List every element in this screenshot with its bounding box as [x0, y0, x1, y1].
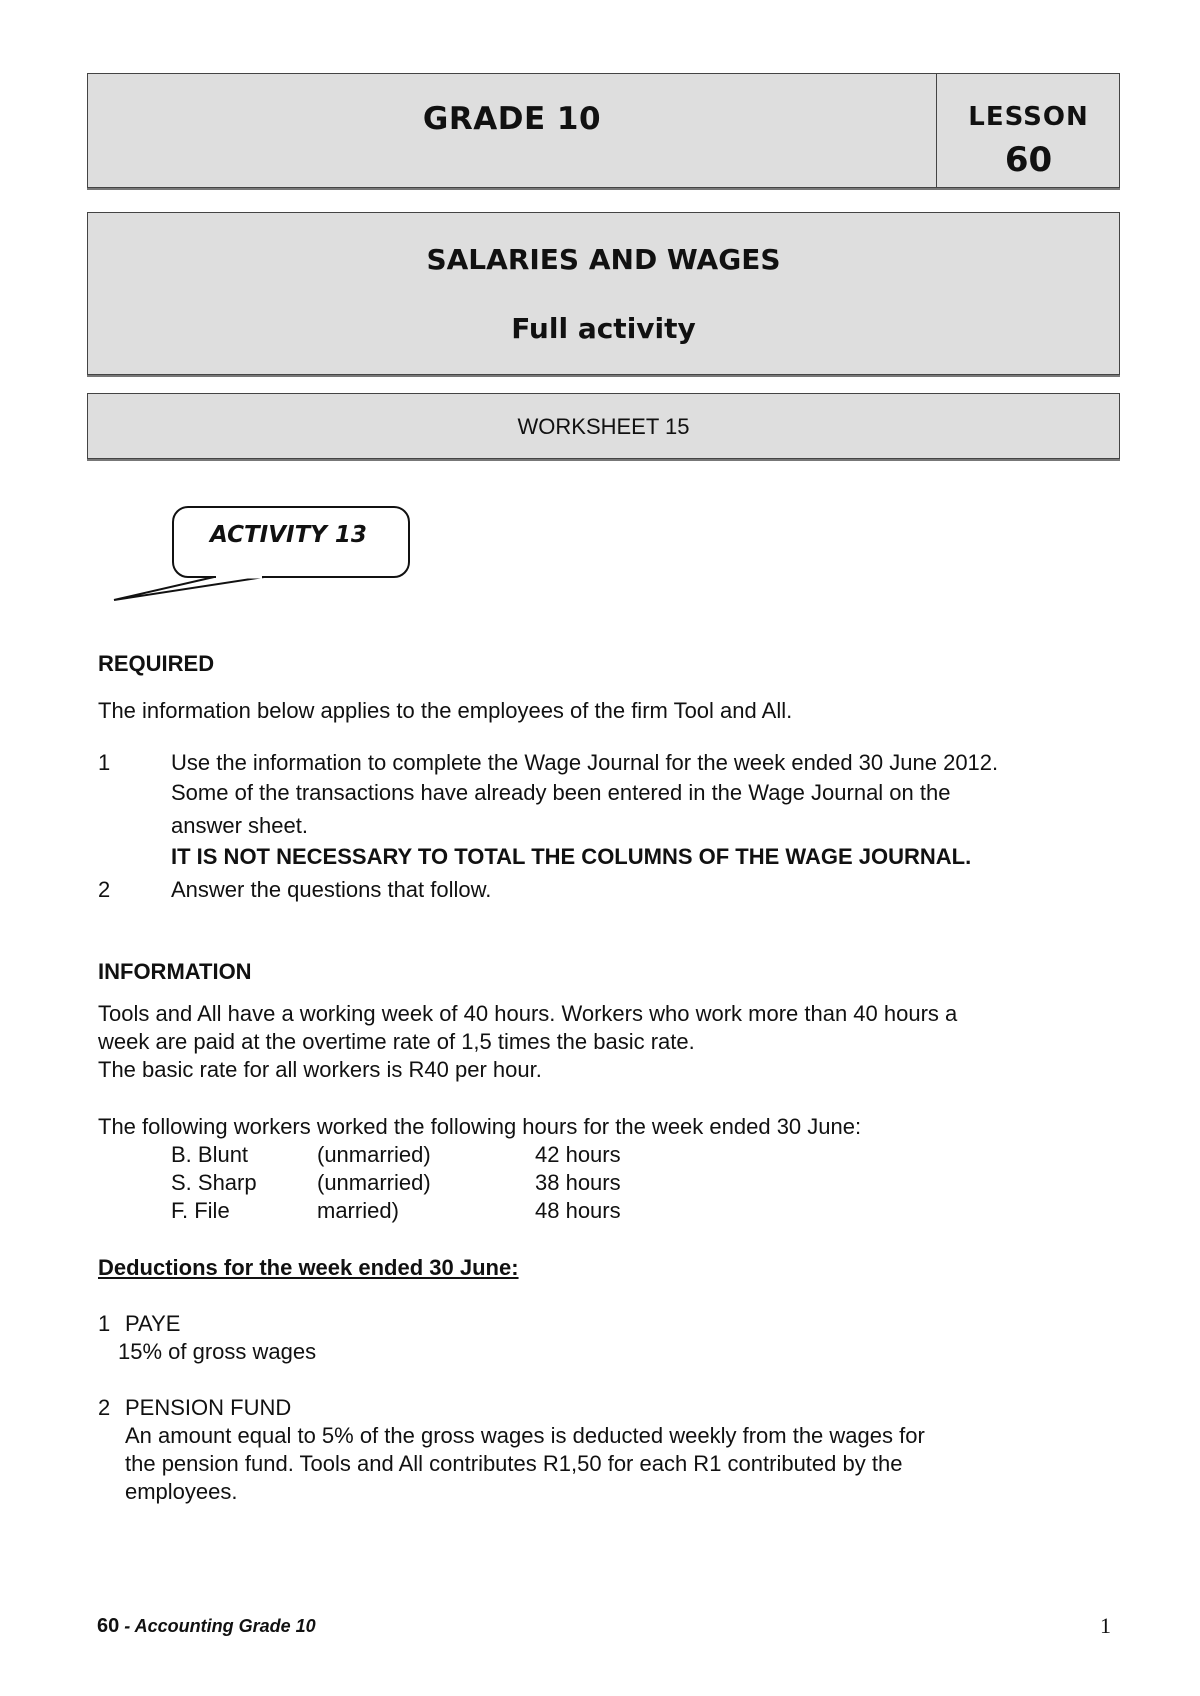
- required-item-line: Answer the questions that follow.: [171, 877, 492, 902]
- deduction-line: employees.: [125, 1479, 238, 1504]
- worker-status: (unmarried): [317, 1170, 431, 1195]
- required-item-number: 2: [98, 877, 111, 902]
- worker-hours: 48 hours: [535, 1198, 621, 1223]
- information-line: Tools and All have a working week of 40 hours. Workers who work more than 40 hours a: [98, 1001, 958, 1026]
- worker-status: (unmarried): [317, 1142, 431, 1167]
- worker-hours: 38 hours: [535, 1170, 621, 1195]
- deduction-line: 15% of gross wages: [118, 1339, 317, 1364]
- required-item-number: 1: [98, 750, 111, 775]
- deduction-number: 1: [98, 1311, 111, 1336]
- page-subtitle: Full activity: [511, 312, 696, 345]
- information-heading: INFORMATION: [98, 959, 252, 984]
- lesson-number: 60: [1004, 140, 1053, 180]
- lesson-label: LESSON: [968, 102, 1089, 132]
- deduction-line: An amount equal to 5% of the gross wages is deducted weekly from the wages for: [125, 1423, 925, 1448]
- worker-name: S. Sharp: [171, 1170, 257, 1195]
- speech-bubble-tail-mask: [100, 560, 320, 610]
- worksheet-label: WORKSHEET 15: [517, 414, 690, 439]
- worksheet-box: [87, 393, 1120, 459]
- deductions-heading: Deductions for the week ended 30 June:: [98, 1255, 519, 1280]
- deduction-line: the pension fund. Tools and All contributes R1,50 for each R1 contributed by the: [125, 1451, 903, 1476]
- deduction-title: PENSION FUND: [125, 1395, 292, 1420]
- header-box: [87, 73, 1120, 188]
- worker-name: B. Blunt: [171, 1142, 249, 1167]
- footer-source-text: - Accounting Grade 10: [119, 1616, 316, 1636]
- page-number: 1: [1100, 1613, 1111, 1638]
- footer-source: [97, 1612, 316, 1640]
- grade-title: GRADE 10: [422, 101, 602, 137]
- workers-intro: The following workers worked the following hours for the week ended 30 June:: [98, 1114, 862, 1139]
- information-line: week are paid at the overtime rate of 1,5 times the basic rate.: [98, 1029, 695, 1054]
- title-box: [87, 212, 1120, 375]
- header-divider: [936, 74, 937, 187]
- information-line: The basic rate for all workers is R40 per hour.: [98, 1057, 542, 1082]
- required-intro: The information below applies to the employees of the firm Tool and All.: [98, 698, 793, 723]
- activity-label: ACTIVITY 13: [210, 522, 367, 548]
- required-item-line: answer sheet.: [171, 813, 308, 838]
- required-item-line: Use the information to complete the Wage Journal for the week ended 30 June 2012.: [171, 750, 999, 775]
- required-note: IT IS NOT NECESSARY TO TOTAL THE COLUMNS OF THE WAGE JOURNAL.: [171, 844, 972, 869]
- required-item-line: Some of the transactions have already been entered in the Wage Journal on the: [171, 780, 951, 805]
- deduction-number: 2: [98, 1395, 111, 1420]
- page-title: SALARIES AND WAGES: [426, 243, 781, 276]
- deduction-title: PAYE: [125, 1311, 181, 1336]
- worker-hours: 42 hours: [535, 1142, 621, 1167]
- footer-page-prefix: 60: [97, 1615, 120, 1637]
- required-heading: REQUIRED: [98, 651, 215, 676]
- worker-name: F. File: [171, 1198, 230, 1223]
- worker-status: married): [317, 1198, 399, 1223]
